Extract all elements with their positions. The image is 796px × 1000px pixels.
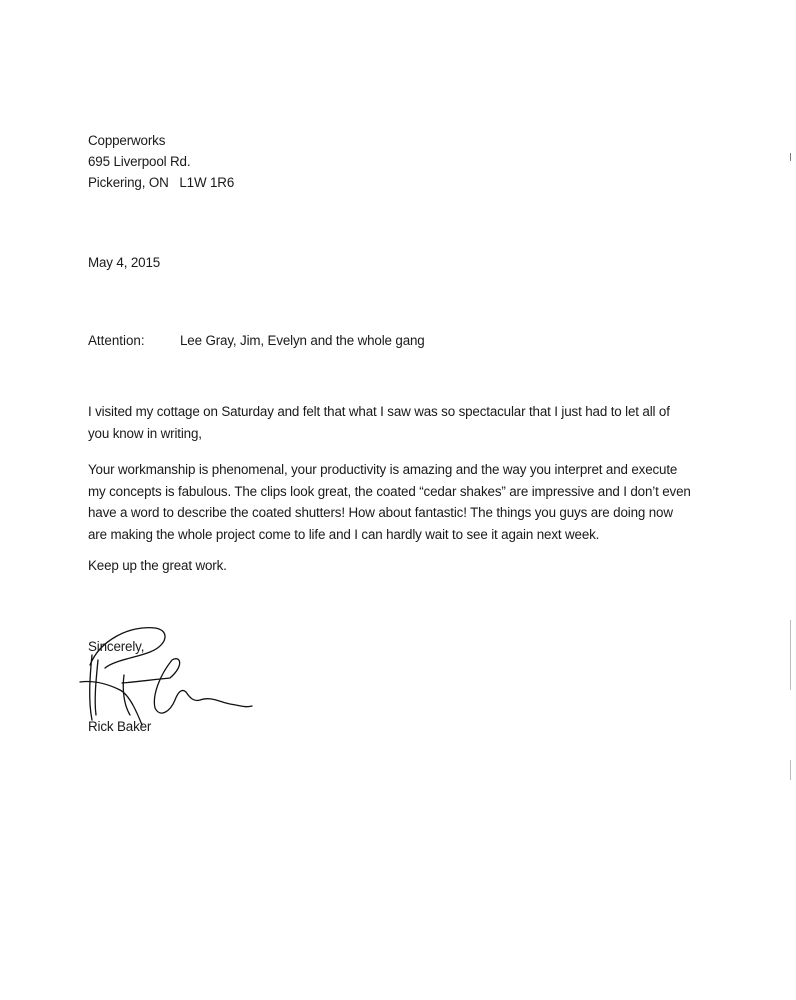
- paragraph-line: have a word to describe the coated shutters! How about fantastic! The things you guys are doing now: [88, 505, 673, 520]
- closing: Sincerely,: [88, 639, 145, 654]
- attention-label: Attention:: [88, 333, 145, 348]
- paragraph-line: my concepts is fabulous. The clips look great, the coated “cedar shakes” are impressive and I don’t even: [88, 483, 691, 499]
- paragraph-line: are making the whole project come to life and I can hardly wait to see it again next week.: [88, 526, 600, 542]
- letter-date: May 4, 2015: [88, 255, 161, 270]
- paragraph-line: Your workmanship is phenomenal, your productivity is amazing and the way you interpret and execute: [88, 462, 678, 477]
- paragraph-line: you know in writing,: [88, 425, 202, 441]
- sender-street: 695 Liverpool Rd.: [88, 154, 191, 169]
- signer-name: Rick Baker: [88, 719, 152, 734]
- scan-edge-mark: [790, 153, 791, 161]
- handwritten-signature: [60, 620, 280, 740]
- scan-edge-mark: [790, 760, 791, 780]
- body-paragraph-1: [88, 401, 708, 444]
- body-paragraph-3: Keep up the great work.: [88, 558, 227, 573]
- attention-value: Lee Gray, Jim, Evelyn and the whole gang: [180, 333, 425, 348]
- paragraph-line: I visited my cottage on Saturday and felt that what I saw was so spectacular that I just had to let all of: [88, 404, 670, 419]
- sender-city-line: Pickering, ON L1W 1R6: [88, 175, 235, 190]
- scan-edge-mark: [790, 620, 791, 690]
- sender-company: Copperworks: [88, 133, 166, 148]
- body-paragraph-2: [88, 459, 708, 545]
